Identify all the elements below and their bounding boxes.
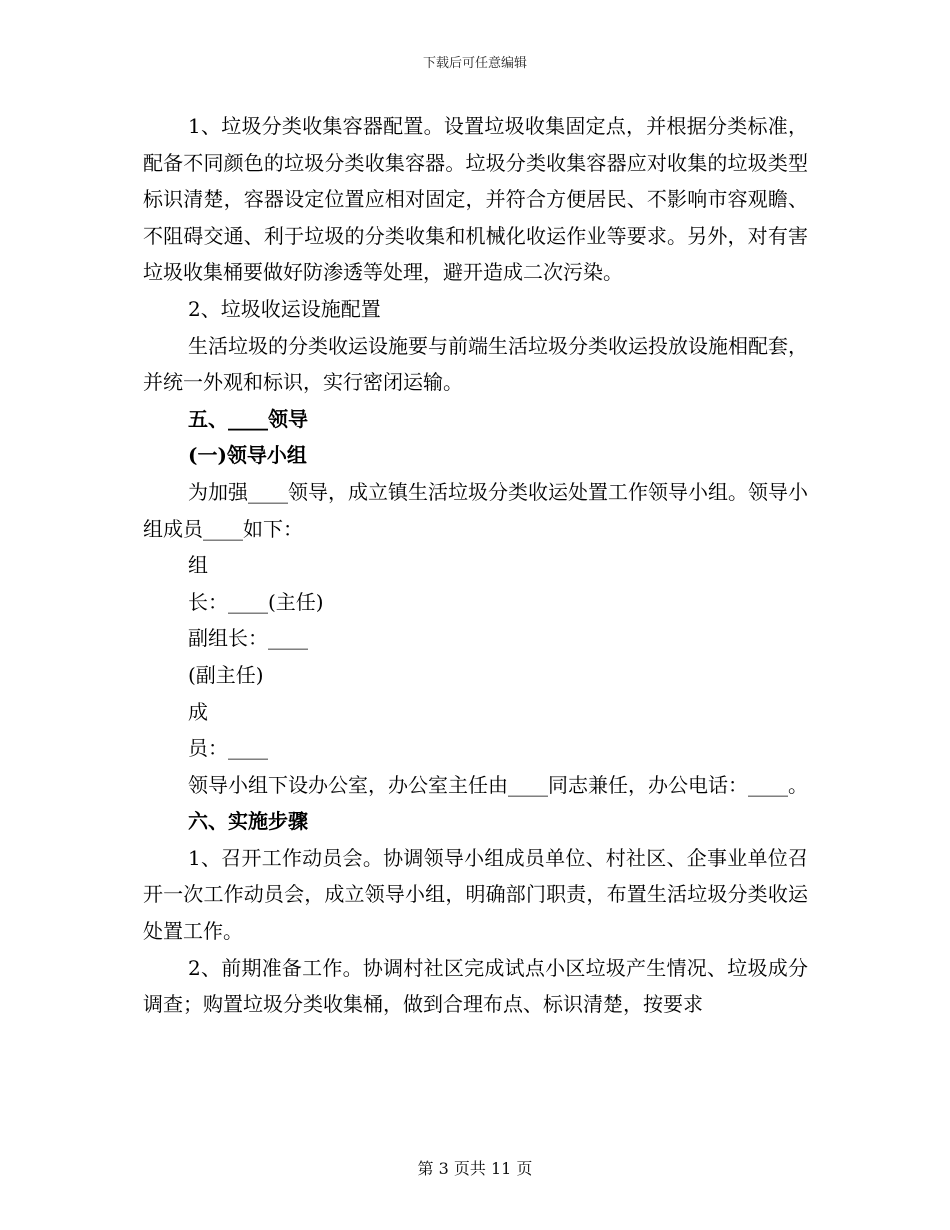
paragraph-step-1: 1、召开工作动员会。协调领导小组成员单位、村社区、企事业单位召开一次工作动员会，成立领导小组，明确部门职责，布置生活垃圾分类收运处置工作。 [143,845,808,944]
paragraph-office: 领导小组下设办公室，办公室主任由____同志兼任，办公电话：____。 [188,772,808,797]
paragraph-facility-config: 生活垃圾的分类收运设施要与前端生活垃圾分类收运投放设施相配套，并统一外观和标识，实行密闭运输。 [143,333,808,395]
paragraph-leading-group: 为加强____领导，成立镇生活垃圾分类收运处置工作领导小组。领导小组成员____如下： [143,479,808,541]
page-header: 下载后可任意编辑 [422,56,527,71]
member-line-members: 员：____ [188,736,268,761]
paragraph-facility-config-title: 2、垃圾收运设施配置 [188,296,381,321]
subsection-heading-leading-group: (一)领导小组 [188,443,307,468]
paragraph-container-config: 1、垃圾分类收集容器配置。设置垃圾收集固定点，并根据分类标准，配备不同颜色的垃圾分类收集容器。垃圾分类收集容器应对收集的垃圾类型标识清楚，容器设定位置应相对固定，并符合方便居民、不影响市容观瞻、不阻碍交通、利于垃圾的分类收集和机械化收运作业等要求。另外，对有害垃圾收集桶要做好防渗透等处理，避开造成二次污染。 [143,114,808,285]
member-line-leader: 长：____(主任) [188,589,324,614]
member-line-deputy-role: (副主任) [188,662,264,687]
section-heading-steps: 六、实施步骤 [188,809,308,834]
page-footer: 第 3 页共 11 页 [417,1159,533,1178]
member-line-zu: 组 [188,553,208,578]
section-heading-leadership: 五、____领导 [188,406,308,431]
member-line-cheng: 成 [188,699,208,724]
document-body [143,108,808,1023]
paragraph-step-2: 2、前期准备工作。协调村社区完成试点小区垃圾产生情况、垃圾成分调查；购置垃圾分类收集桶，做到合理布点、标识清楚，按要求 [143,955,808,1017]
member-line-deputy: 副组长：____ [188,626,308,651]
